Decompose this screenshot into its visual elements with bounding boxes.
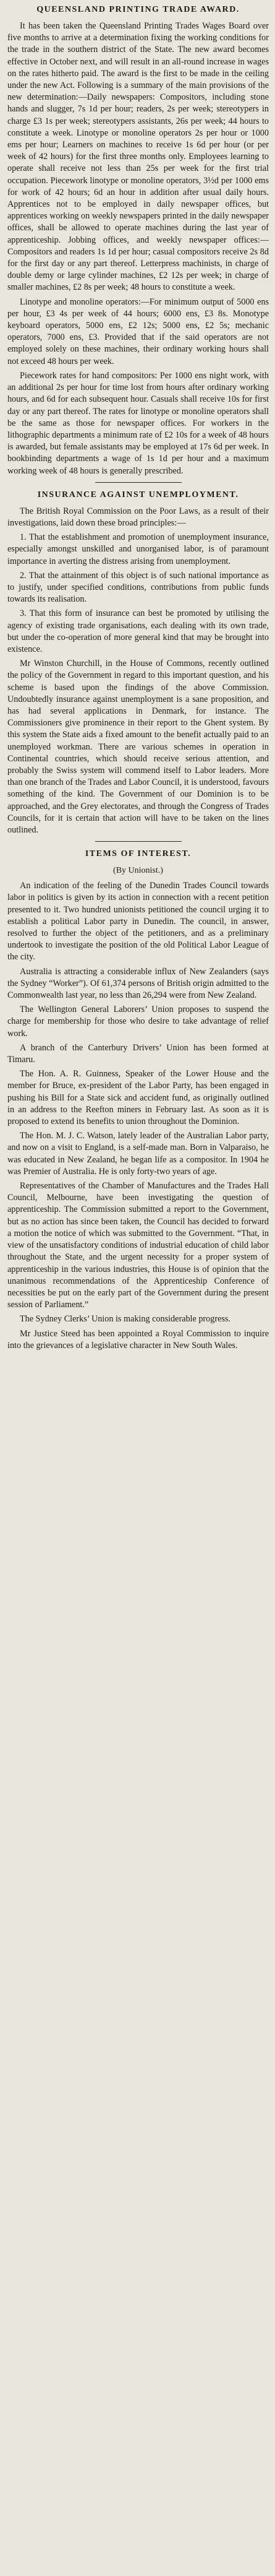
article-heading: INSURANCE AGAINST UNEMPLOYMENT. bbox=[37, 490, 239, 499]
article-heading: QUEENSLAND PRINTING TRADE AWARD. bbox=[36, 5, 240, 14]
article-paragraph: The Sydney Clerks’ Union is making considerable progress. bbox=[20, 1314, 231, 1325]
article-paragraph: The Hon. M. J. C. Watson, lately leader of the Australian Labor party, and now on a visit to England, is a self-made man. Born in Valparaiso, he was educated in New Zealand, he began life as a compositor. In 1904 he was Premier of Australia. He is only forty-two years of age. bbox=[7, 1131, 269, 1177]
article-paragraph: Mr Winston Churchill, in the House of Commons, recently outlined the policy of the Government in regard to this important question, and his scheme is based upon the findings of the above Commission. Undoubtedly insurance against unemployment is a sane proposition, and has had several applications in Denmark, for instance. The Commissioners give prominence in their report to the Ghent system. By this system the State aids a fixed amount to the benefit actually paid to an unemployed workman. There are various schemes in operation in Continental countries, which should receive serious attention, and probably the Swiss system will commend itself to Labor leaders. More than one branch of the Trades and Labor Council, it is understood, favours something of the kind. The Government of our Dominion is to be approached, and the Grey electorates, and through the Congress of Trades Councils, for it is certain that action will have to be taken on the lines outlined. bbox=[7, 659, 269, 835]
article-paragraph: Linotype and monoline operators:—For minimum output of 5000 ens per hour, £3 4s per week of 44 hours; 6000 ens, £3 8s. Monotype keyboard operators, 5000 ens, £2 12s; 5000 ens, £2 5s; mechanic operators, 7000 ens, £3. Provided that if the said operators are not employed solely on these machines, their ordinary working hours shall not exceed 48 hours per week. bbox=[7, 296, 269, 366]
article-paragraph: 1. That the establishment and promotion of unemployment insurance, especially amongst unskilled and unorganised labor, is of paramount importance in averting the distress arising from unemployment. bbox=[7, 532, 269, 566]
article-paragraph: The Wellington General Laborers’ Union proposes to suspend the charge for membership for those who desire to take advantage of relief work. bbox=[7, 1005, 269, 1039]
article-items-of-interest bbox=[7, 848, 269, 1352]
article-paragraph: The Hon. A. R. Guinness, Speaker of the Lower House and the member for Bruce, ex-president of the Labor Party, has been engaged in pushing his Bill for a State sick and accident fund, as originally outlined in an address to the Reefton miners in February last. As soon as it is proposed to extend its benefits to union throughout the Dominion. bbox=[7, 1069, 269, 1127]
article-printing-award bbox=[7, 4, 269, 477]
article-unemployment-insurance bbox=[7, 489, 269, 836]
article-paragraph: 2. That the attainment of this object is of such national importance as to justify, under specified conditions, contributions from public funds towards its realisation. bbox=[7, 570, 269, 605]
article-paragraph: Representatives of the Chamber of Manufactures and the Trades Hall Council, Melbourne, have been investigating the question of apprenticeship. The Commission submitted a report to the Government, but as no action has since been taken, the Council has decided to forward a motion the notice of which was submitted to the Government. “That, in view of the unsatisfactory conditions of industrial education of child labor throughout the State, and the urgent necessity for a proper system of apprenticeship in the various industries, this House is of opinion that the unanimous recommendations of the Apprenticeship Conference of necessities be put on the early part of the Government during the present session of Parliament.” bbox=[7, 1181, 269, 1310]
article-paragraph: Mr Justice Steed has been appointed a Royal Commission to inquire into the grievances of a legislative character in New South Wales. bbox=[7, 1328, 269, 1351]
article-paragraph: Piecework rates for hand compositors: Per 1000 ens night work, with an additional 2s per hour for time lost from hours after ordinary working hours, and 6d for each subsequent hour. Casuals shall receive 10s for first day or any part thereof. The rates for linotype or monoline operators shall be the same as those for newspaper offices. For workers in the lithographic departments a minimum rate of £2 10s for a week of 48 hours is awarded, but female assistants may be employed at 17s 6d per week. In bookbinding departments a wage of 1s 1d per hour and a maximum working week of 48 hours is generally prescribed. bbox=[7, 370, 269, 476]
article-byline: (By Unionist.) bbox=[113, 866, 163, 876]
article-paragraph: It has been taken the Queensland Printing Trades Wages Board over five months to arrive at a determination fixing the working conditions for the trade in the southern district of the State. The new award becomes effective in October next, and will result in an all-round increase in wages on the rates hitherto paid. The award is the first to be made in the ceiling under the new Act. Following is a summary of the main provisions of the new determination:—Daily newspapers: Compositors, including stone hands and slugger, 7s 1d per hour; readers, 2s per week; stereotypers in charge £3 1s per week; stereotypers assistants, 26s per week; 44 hours to constitute a week. Linotype or monoline operators 2s per hour or 1000 ems per hour; Learners on machines to receive 1s 6d per hour (or per week of 42 hours) for the first three months only. Employees learning to operate shall receive not less than 25s per week for the first trial occupation. Piecework linotype or monoline operators, 3½d per 1000 ems for work of 42 hours; 6d an hour in addition after usual daily hours. Apprentices not to be employed in daily newspaper offices, but apprentices working on weekly newspapers printed in the daily newspaper offices, shall be allowed to operate machines during the last year of apprenticeship. Jobbing offices, and weekly newspaper offices:—Compositors and readers 1s 1d per hour; casual compositors receive 2s 8d for the first day or any part thereof. Letterpress machinists, in charge of double demy or large cylinder machines, £2 12s per week; in charge of smaller machines, £2 8s per week; 48 hours to constitute a week. bbox=[7, 21, 269, 293]
article-paragraph: An indication of the feeling of the Dunedin Trades Council towards labor in politics is given by its action in connection with a recent petition presented to it. Two hundred unionists petitioned the council urging it to establish a political Labor party in Dunedin. The council, in answer, resolved to further the object of the petitioners, and as a preliminary undertook to investigate the position of the old Political Labor League of the city. bbox=[7, 881, 269, 962]
article-paragraph: The British Royal Commission on the Poor Laws, as a result of their investigations, laid down these broad principles:— bbox=[7, 506, 269, 528]
section-divider bbox=[95, 482, 182, 483]
article-paragraph: 3. That this form of insurance can best be promoted by utilising the agency of existing trade organisations, each dealing with its own trade, but under the co-operation of more general kind that may be brought into existence. bbox=[7, 608, 269, 654]
article-paragraph: A branch of the Canterbury Drivers’ Union has been formed at Timaru. bbox=[7, 1042, 269, 1065]
article-heading: ITEMS OF INTEREST. bbox=[85, 849, 192, 859]
article-paragraph: Australia is attracting a considerable influx of New Zealanders (says the Sydney “Worker”). Of 61,374 persons of British origin admitted to the Commonwealth last year, no less than 26,294 were from New Zealand. bbox=[7, 966, 269, 1001]
section-divider bbox=[95, 841, 182, 842]
